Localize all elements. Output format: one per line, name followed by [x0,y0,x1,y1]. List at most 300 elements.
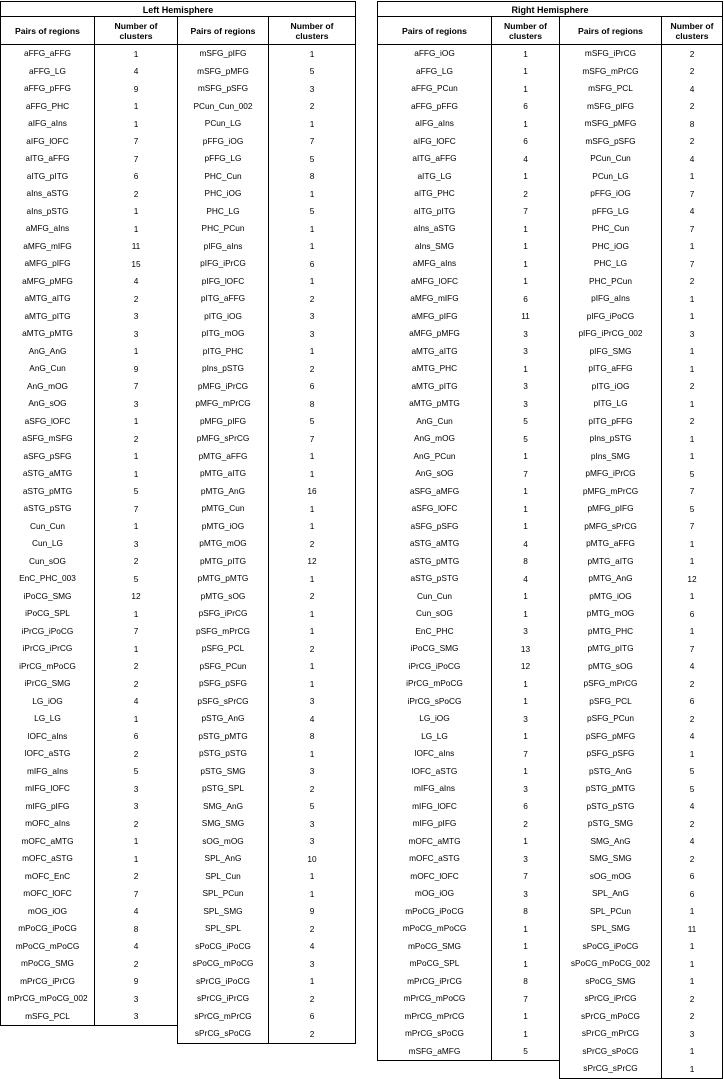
cluster-count-cell: 1 [309,48,315,59]
table-row [178,115,355,133]
cluster-count-cell: 2 [309,993,315,1004]
cluster-count-cell: 3 [309,696,315,707]
table-row [378,273,559,291]
cluster-count-cell: 1 [689,241,695,252]
table-row [378,483,559,501]
cluster-count-cell: 3 [309,958,315,969]
table-row [560,290,722,308]
table-row [1,273,177,291]
cluster-count-cell: 3 [523,381,528,392]
table-row [178,80,355,98]
region-pair-cell: mSFG_pMFG [560,115,662,133]
table-row [178,325,355,343]
region-pair-cell: aSTG_pSTG [378,570,492,588]
cluster-count-cell: 5 [309,206,315,217]
region-pair-cell: aIFG_lOFC [378,133,492,151]
table-row [1,45,177,63]
region-pair-cell: mSFG_pMFG [178,63,269,81]
cluster-count-cell: 1 [309,346,315,357]
table-row [178,185,355,203]
table-row [1,325,177,343]
region-pair-cell: pSTG_pMTG [178,728,269,746]
region-pair-cell: pIFG_lOFC [178,273,269,291]
cluster-count-cell: 1 [523,363,528,374]
region-pair-cell: SMG_AnG [178,798,269,816]
table-row [1,63,177,81]
region-pair-cell: mPoCG_mPoCG [378,920,492,938]
table-row [178,903,355,921]
region-pair-cell: aSTG_aMTG [1,465,95,483]
cluster-count-cell: 2 [309,363,315,374]
table-row [560,80,722,98]
region-pair-cell: pITG_mOG [178,325,269,343]
table-row [1,693,177,711]
table-row [178,763,355,781]
region-pair-cell: pMTG_AnG [560,570,662,588]
cluster-count-cell: 1 [523,1011,528,1022]
cluster-count-cell: 1 [523,521,528,532]
cluster-count-cell: 1 [309,468,315,479]
cluster-count-cell: 7 [689,258,695,269]
table-row [178,728,355,746]
table-row [178,535,355,553]
header-number-of-clusters: Number of clusters [504,20,547,41]
region-pair-cell: pFFG_iOG [560,185,662,203]
region-pair-cell: aFFG_pFFG [378,98,492,116]
region-pair-cell: mPrCG_mPrCG [378,1008,492,1026]
cluster-count-cell: 4 [133,66,139,77]
cluster-count-cell: 6 [309,381,315,392]
region-pair-cell: aITG_pITG [1,168,95,186]
cluster-count-cell: 2 [309,101,315,112]
table-row [560,588,722,606]
table-row [178,500,355,518]
region-pair-cell: sPrCG_sPoCG [560,1043,662,1061]
cluster-count-cell: 1 [133,608,139,619]
table-row [378,903,559,921]
cluster-count-cell: 5 [133,766,139,777]
cluster-count-cell: 1 [689,626,695,637]
table-row [1,675,177,693]
cluster-count-cell: 1 [523,591,528,602]
table-row [1,80,177,98]
region-pair-cell: mIFG_pIFG [378,815,492,833]
region-pair-cell: aMFG_pMFG [378,325,492,343]
cluster-count-cell: 7 [309,433,315,444]
table-row [560,570,722,588]
table-row [178,693,355,711]
region-pair-cell: aMTG_pITG [378,378,492,396]
region-pair-cell: pSFG_PCL [560,693,662,711]
cluster-count-cell: 6 [689,888,695,899]
cluster-count-cell: 3 [523,713,528,724]
cluster-count-cell: 1 [689,538,695,549]
cluster-count-cell: 2 [133,958,139,969]
table-row [1,570,177,588]
cluster-count-cell: 4 [689,153,695,164]
region-pair-cell: mOFC_aIns [1,815,95,833]
region-pair-cell: pSTG_pSTG [178,745,269,763]
table-row [178,605,355,623]
cluster-count-cell: 7 [523,206,528,217]
cluster-count-cell: 3 [523,398,528,409]
cluster-count-cell: 1 [309,188,315,199]
region-pair-cell: mSFG_PCL [560,80,662,98]
cluster-count-cell: 1 [309,118,315,129]
region-pair-cell: AnG_sOG [378,465,492,483]
table-row [560,815,722,833]
cluster-count-cell: 1 [309,451,315,462]
cluster-count-cell: 2 [133,293,139,304]
cluster-count-cell: 4 [689,206,695,217]
region-pair-cell: aFFG_iOG [378,45,492,63]
cluster-count-cell: 4 [309,941,315,952]
table-row [560,1025,722,1043]
cluster-count-cell: 1 [523,678,528,689]
cluster-count-cell: 1 [309,871,315,882]
cluster-count-cell: 11 [131,241,141,252]
region-pair-cell: aSTG_aMTG [378,535,492,553]
cluster-count-cell: 3 [309,83,315,94]
region-pair-cell: iPrCG_iPoCG [378,658,492,676]
table-row [378,45,559,63]
region-pair-cell: aIFG_lOFC [1,133,95,151]
table-row [560,553,722,571]
cluster-count-cell: 1 [133,48,139,59]
table-row [1,710,177,728]
region-pair-cell: pSTG_AnG [560,763,662,781]
table-row [1,885,177,903]
table-row [378,325,559,343]
cluster-count-cell: 7 [689,486,695,497]
region-pair-cell: aIns_aSTG [378,220,492,238]
table-row [378,448,559,466]
table-row [560,973,722,991]
cluster-count-cell: 1 [309,223,315,234]
cluster-count-cell: 1 [689,398,695,409]
region-pair-cell: mIFG_lOFC [378,798,492,816]
table-header-row [1,17,177,45]
cluster-count-cell: 2 [309,538,315,549]
region-pair-cell: pMFG_sPrCG [178,430,269,448]
region-pair-cell: iPoCG_SMG [378,640,492,658]
table-row [178,640,355,658]
header-number-of-clusters: Number of clusters [670,20,714,41]
table-row [378,605,559,623]
region-pair-cell: aIFG_aIns [1,115,95,133]
cluster-count-cell: 1 [689,1046,695,1057]
region-pair-cell: aMTG_PHC [378,360,492,378]
region-pair-cell: mSFG_mPrCG [560,63,662,81]
table-row [378,885,559,903]
table-row [378,518,559,536]
region-pair-cell: aSTG_pMTG [1,483,95,501]
region-pair-cell: aFFG_pFFG [1,80,95,98]
table-row [378,570,559,588]
table-row [560,693,722,711]
table-row [378,1043,559,1061]
region-pair-cell: pSFG_mPrCG [560,675,662,693]
cluster-count-cell: 1 [523,503,528,514]
region-pair-cell: pIFG_iPoCG [560,308,662,326]
table-row [560,360,722,378]
region-pair-cell: pMFG_mPrCG [560,483,662,501]
table-row [178,238,355,256]
cluster-count-cell: 1 [133,346,139,357]
table-row [560,168,722,186]
table-row [1,938,177,956]
region-pair-cell: iPoCG_SMG [1,588,95,606]
table-row [560,1060,722,1078]
cluster-count-cell: 1 [689,906,695,917]
cluster-count-cell: 1 [689,451,695,462]
region-pair-cell: SPL_SMG [178,903,269,921]
region-pair-cell: mSFG_pIFG [178,45,269,63]
cluster-count-cell: 9 [133,363,139,374]
table-row [178,815,355,833]
cluster-count-cell: 1 [523,171,528,182]
table-row [560,763,722,781]
cluster-count-cell: 4 [689,661,695,672]
table-row [178,395,355,413]
cluster-count-cell: 1 [689,1063,695,1074]
header-pairs-of-regions: Pairs of regions [178,17,269,44]
table-row [378,868,559,886]
cluster-count-cell: 5 [689,766,695,777]
table-row [560,938,722,956]
cluster-count-cell: 5 [689,468,695,479]
cluster-count-cell: 1 [309,678,315,689]
region-pair-cell: pMTG_Cun [178,500,269,518]
region-pair-cell: PHC_iOG [178,185,269,203]
region-pair-cell: sPrCG_mPoCG [560,1008,662,1026]
cluster-count-cell: 1 [309,661,315,672]
table-row [378,80,559,98]
region-pair-cell: pMTG_pMTG [178,570,269,588]
cluster-count-cell: 6 [689,696,695,707]
cluster-count-cell: 2 [689,713,695,724]
cluster-count-cell: 1 [133,468,139,479]
region-pair-cell: mOG_iOG [1,903,95,921]
table-row [378,850,559,868]
cluster-count-cell: 3 [523,346,528,357]
cluster-count-cell: 2 [133,871,139,882]
table-row [1,115,177,133]
region-pair-cell: pMTG_mOG [560,605,662,623]
region-pair-cell: SMG_AnG [560,833,662,851]
table-row [560,185,722,203]
cluster-count-cell: 12 [520,661,531,672]
region-pair-cell: pSFG_sPrCG [178,693,269,711]
cluster-count-cell: 15 [131,258,141,269]
region-pair-cell: mPoCG_iPoCG [1,920,95,938]
cluster-count-cell: 4 [133,906,139,917]
table-row [178,413,355,431]
region-pair-cell: pMFG_pIFG [560,500,662,518]
region-pair-cell: pIFG_iPrCG_002 [560,325,662,343]
cluster-count-cell: 2 [689,818,695,829]
region-pair-cell: SPL_AnG [560,885,662,903]
table-row [1,203,177,221]
table-row [378,973,559,991]
table-row [560,640,722,658]
region-pair-cell: aMFG_pMFG [1,273,95,291]
table-row [378,833,559,851]
table-row [1,378,177,396]
cluster-count-cell: 1 [689,591,695,602]
table-row [378,500,559,518]
cluster-count-cell: 3 [133,1011,139,1022]
cluster-count-cell: 2 [309,783,315,794]
region-pair-cell: mPrCG_mPoCG [378,990,492,1008]
table-row [560,658,722,676]
table-row [378,955,559,973]
region-pair-cell: pITG_aFFG [178,290,269,308]
region-pair-cell: aMTG_aITG [1,290,95,308]
cluster-count-cell: 2 [133,748,139,759]
cluster-count-cell: 1 [689,958,695,969]
cluster-count-cell: 1 [523,923,528,934]
table-row [378,430,559,448]
region-pair-cell: iPrCG_sPoCG [378,693,492,711]
region-pair-cell: pIFG_iPrCG [178,255,269,273]
cluster-count-cell: 2 [309,923,315,934]
region-pair-cell: aSFG_pSFG [1,448,95,466]
table-row [560,1008,722,1026]
cluster-count-cell: 8 [309,398,315,409]
region-pair-cell: pFFG_LG [178,150,269,168]
table-row [560,343,722,361]
table-row [378,990,559,1008]
region-pair-cell: aITG_aFFG [378,150,492,168]
region-pair-cell: aMFG_aIns [1,220,95,238]
table-row [560,238,722,256]
cluster-count-cell: 7 [133,626,139,637]
table-row [178,955,355,973]
table-row [178,273,355,291]
region-pair-cell: pSTG_SMG [560,815,662,833]
right-hemisphere-title: Right Hemisphere [377,1,723,17]
region-pair-cell: Cun_sOG [1,553,95,571]
region-pair-cell: PHC_PCun [560,273,662,291]
cluster-count-cell: 6 [523,136,528,147]
region-pair-cell: pSFG_pSFG [560,745,662,763]
table-row [378,588,559,606]
table-row [1,343,177,361]
table-row [560,378,722,396]
cluster-count-cell: 5 [309,66,315,77]
table-row [560,308,722,326]
region-pair-cell: aSTG_pSTG [1,500,95,518]
cluster-count-cell: 1 [523,451,528,462]
table-row [378,1025,559,1043]
table-row [1,448,177,466]
cluster-count-cell: 2 [133,556,139,567]
table-row [178,1025,355,1043]
table-row [378,938,559,956]
region-pair-cell: mOG_iOG [378,885,492,903]
table-row [560,203,722,221]
cluster-count-cell: 4 [133,696,139,707]
cluster-count-cell: 2 [689,48,695,59]
table-row [560,675,722,693]
table-row [178,168,355,186]
region-pair-cell: aSTG_pMTG [378,553,492,571]
cluster-count-cell: 5 [689,783,695,794]
cluster-count-cell: 5 [309,153,315,164]
table-row [178,465,355,483]
cluster-count-cell: 1 [523,696,528,707]
cluster-count-cell: 1 [523,241,528,252]
table-row [560,885,722,903]
region-pair-cell: PCun_LG [178,115,269,133]
table-row [378,395,559,413]
left-table-column-1 [0,17,178,1026]
table-row [178,448,355,466]
region-pair-cell: pMTG_pITG [178,553,269,571]
table-row [178,63,355,81]
cluster-count-cell: 1 [523,276,528,287]
region-pair-cell: SPL_SPL [178,920,269,938]
region-pair-cell: pFFG_LG [560,203,662,221]
table-row [378,115,559,133]
table-row [378,675,559,693]
region-pair-cell: pMTG_sOG [178,588,269,606]
table-row [178,430,355,448]
region-pair-cell: mSFG_pIFG [560,98,662,116]
table-row [178,45,355,63]
table-row [560,623,722,641]
table-row [178,220,355,238]
cluster-count-cell: 12 [687,573,697,584]
cluster-count-cell: 9 [309,906,315,917]
table-row [1,973,177,991]
table-row [560,465,722,483]
table-row [178,938,355,956]
region-pair-cell: mOFC_EnC [1,868,95,886]
cluster-count-cell: 12 [131,591,141,602]
cluster-count-cell: 1 [309,276,315,287]
table-row [560,710,722,728]
table-row [1,605,177,623]
table-row [378,640,559,658]
cluster-count-cell: 1 [523,941,528,952]
table-row [378,465,559,483]
region-pair-cell: aITG_aFFG [1,150,95,168]
region-pair-cell: PHC_LG [178,203,269,221]
cluster-count-cell: 6 [133,731,139,742]
cluster-count-cell: 4 [689,83,695,94]
table-row [178,553,355,571]
table-row [560,955,722,973]
table-row [378,535,559,553]
region-pair-cell: pMFG_sPrCG [560,518,662,536]
cluster-count-cell: 1 [523,836,528,847]
cluster-count-cell: 8 [133,923,139,934]
cluster-count-cell: 5 [133,573,139,584]
table-row [560,255,722,273]
table-row [378,308,559,326]
region-pair-cell: lOFC_aIns [1,728,95,746]
cluster-count-cell: 2 [689,136,695,147]
region-pair-cell: lOFC_aSTG [378,763,492,781]
cluster-count-cell: 6 [309,1011,315,1022]
table-row [378,623,559,641]
cluster-count-cell: 3 [309,766,315,777]
cluster-count-cell: 7 [133,888,139,899]
table-row [378,63,559,81]
region-pair-cell: sPoCG_iPoCG [178,938,269,956]
